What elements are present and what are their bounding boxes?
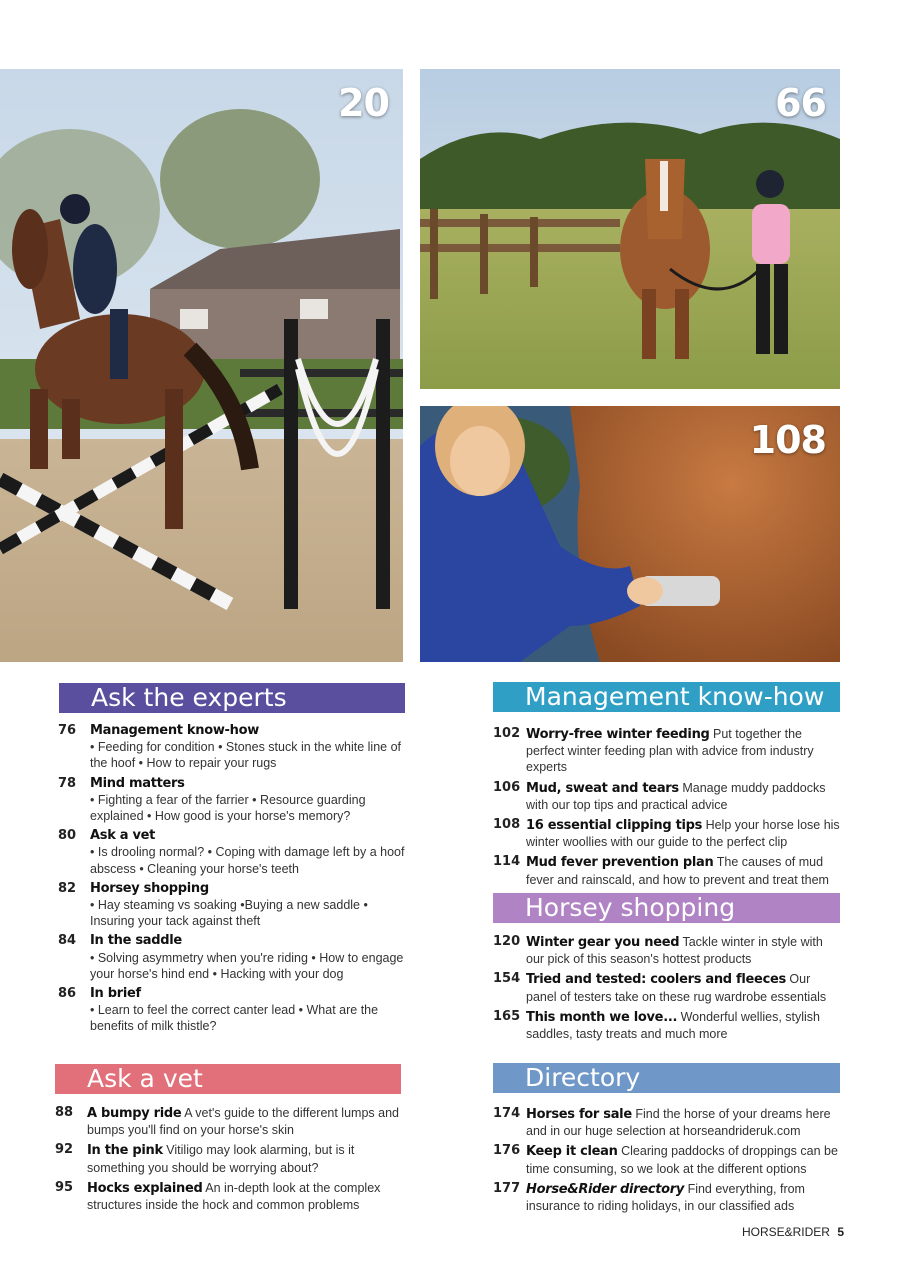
- ask-a-vet-list: [55, 1105, 405, 1217]
- list-item: [493, 780, 843, 813]
- page-number-66: 66: [775, 81, 826, 125]
- entry-page-number: 120: [493, 934, 521, 949]
- ask-the-experts-list: [58, 723, 408, 1039]
- entry-page-number: 102: [493, 726, 521, 741]
- entry-title: Horses for sale: [526, 1107, 632, 1122]
- entry-page-number: 108: [493, 817, 521, 833]
- entry-page-number: 84: [58, 933, 77, 949]
- entry-page-number: 82: [58, 880, 77, 896]
- entry-description: Tackle winter in style with our pick of this season's hottest products: [526, 935, 823, 967]
- section-title: Management know-how: [525, 682, 825, 711]
- entry-title: Mind matters: [90, 775, 185, 791]
- page-footer: [742, 1225, 844, 1239]
- entry-page-number: 154: [493, 971, 521, 987]
- list-item: [493, 726, 843, 776]
- entry-description: • Feeding for condition • Stones stuck in the white line of the hoof • How to repair your rugs: [90, 740, 402, 771]
- entry-title: Tried and tested: coolers and fleeces: [526, 972, 786, 988]
- section-header-ask-a-vet: [55, 1064, 401, 1094]
- page-number-108: 108: [749, 418, 826, 462]
- entry-page-number: 106: [493, 779, 521, 795]
- entry-page-number: 95: [55, 1179, 74, 1195]
- entry-description: Our panel of testers take on these rug wardrobe essentials: [526, 972, 827, 1004]
- entry-description: • Hay steaming vs soaking •Buying a new saddle • Insuring your tack against theft: [90, 898, 368, 929]
- list-item: [493, 934, 843, 967]
- entry-title: This month we love...: [526, 1009, 678, 1025]
- entry-title: Keep it clean: [526, 1144, 618, 1160]
- entry-page-number: 176: [493, 1143, 521, 1159]
- entry-title: Management know-how: [90, 723, 259, 738]
- photo-show-jumping: [0, 69, 403, 662]
- list-item: [493, 1009, 843, 1042]
- entry-title: A bumpy ride: [87, 1106, 182, 1121]
- photo-leading-horse: [420, 69, 840, 389]
- entry-title: Horsey shopping: [90, 880, 209, 896]
- list-item: [493, 1181, 843, 1214]
- list-item: [493, 854, 843, 887]
- section-header-ask-the-experts: [59, 683, 405, 713]
- entry-title: Mud, sweat and tears: [526, 780, 679, 796]
- list-item: [58, 881, 408, 930]
- list-item: [493, 971, 843, 1004]
- list-item: [493, 1106, 843, 1139]
- section-title: Ask the experts: [91, 683, 287, 712]
- entry-description: Vitiligo may look alarming, but is it something you should be worrying about?: [87, 1143, 355, 1175]
- list-item: [58, 986, 408, 1035]
- entry-description: The causes of mud fever and rainscald, and how to prevent and treat them: [526, 855, 829, 887]
- directory-list: [493, 1106, 843, 1218]
- entry-title: In the saddle: [90, 933, 182, 949]
- section-header-horsey-shopping: [493, 893, 840, 923]
- folio-page-number: 5: [837, 1225, 844, 1239]
- entry-description: Clearing paddocks of droppings can be time consuming, so we look at the different options: [526, 1144, 838, 1176]
- entry-title: In the pink: [87, 1143, 163, 1159]
- entry-title: Winter gear you need: [526, 935, 680, 950]
- entry-page-number: 88: [55, 1105, 74, 1120]
- entry-description: • Solving asymmetry when you're riding • How to engage your horse's hind end • Hacking with your dog: [90, 950, 404, 981]
- section-title: Directory: [525, 1063, 641, 1092]
- entry-description: An in-depth look at the complex structures inside the hock and common problems: [87, 1180, 381, 1213]
- list-item: [55, 1142, 405, 1175]
- entry-page-number: 174: [493, 1106, 521, 1121]
- entry-title: Mud fever prevention plan: [526, 855, 714, 871]
- entry-description: Put together the perfect winter feeding plan with advice from industry experts: [526, 727, 814, 775]
- page-number-20: 20: [338, 81, 389, 125]
- entry-description: Find the horse of your dreams here and in our huge selection at horseandrideruk.com: [526, 1107, 831, 1139]
- list-item: [58, 776, 408, 825]
- list-item: [58, 933, 408, 982]
- list-item: [493, 1143, 843, 1176]
- entry-description: • Learn to feel the correct canter lead • What are the benefits of milk thistle?: [90, 1003, 379, 1034]
- entry-title: In brief: [90, 986, 141, 1002]
- entry-description: Wonderful wellies, stylish saddles, tasty treats and much more: [526, 1009, 821, 1042]
- list-item: [58, 828, 408, 877]
- entry-page-number: 92: [55, 1142, 74, 1158]
- entry-page-number: 165: [493, 1008, 521, 1024]
- management-know-how-list: [493, 726, 843, 892]
- entry-description: A vet's guide to the different lumps and bumps you'll find on your horse's skin: [87, 1106, 399, 1138]
- entry-description: • Is drooling normal? • Coping with damage left by a hoof abscess • Cleaning your horse's teeth: [90, 845, 405, 876]
- photo-clipping-horse: [420, 406, 840, 662]
- entry-title: Worry-free winter feeding: [526, 727, 710, 742]
- entry-page-number: 78: [58, 775, 77, 791]
- entry-description: Find everything, from insurance to riding holidays, in our classified ads: [526, 1181, 805, 1214]
- entry-page-number: 86: [58, 986, 77, 1002]
- entry-description: • Fighting a fear of the farrier • Resource guarding explained • How good is your horse's memory?: [90, 792, 366, 824]
- list-item: [493, 817, 843, 850]
- section-title: Horsey shopping: [525, 893, 736, 922]
- section-header-directory: [493, 1063, 840, 1093]
- entry-page-number: 114: [493, 854, 521, 870]
- entry-page-number: 177: [493, 1180, 521, 1196]
- list-item: [55, 1105, 405, 1138]
- entry-description: Help your horse lose his winter woollies with our guide to the perfect clip: [526, 818, 840, 850]
- entry-page-number: 80: [58, 828, 77, 844]
- entry-title: Horse&Rider directory: [526, 1181, 685, 1197]
- entry-title: Ask a vet: [90, 828, 156, 844]
- entry-page-number: 76: [58, 723, 77, 738]
- horsey-shopping-list: [493, 934, 843, 1046]
- entry-description: Manage muddy paddocks with our top tips and practical advice: [526, 780, 826, 812]
- entry-title: Hocks explained: [87, 1180, 203, 1196]
- list-item: [58, 723, 408, 772]
- entry-title: 16 essential clipping tips: [526, 818, 703, 834]
- magazine-name: HORSE&RIDER: [741, 1225, 830, 1239]
- list-item: [55, 1180, 405, 1213]
- section-header-management-know-how: [493, 682, 840, 712]
- section-title: Ask a vet: [87, 1064, 203, 1093]
